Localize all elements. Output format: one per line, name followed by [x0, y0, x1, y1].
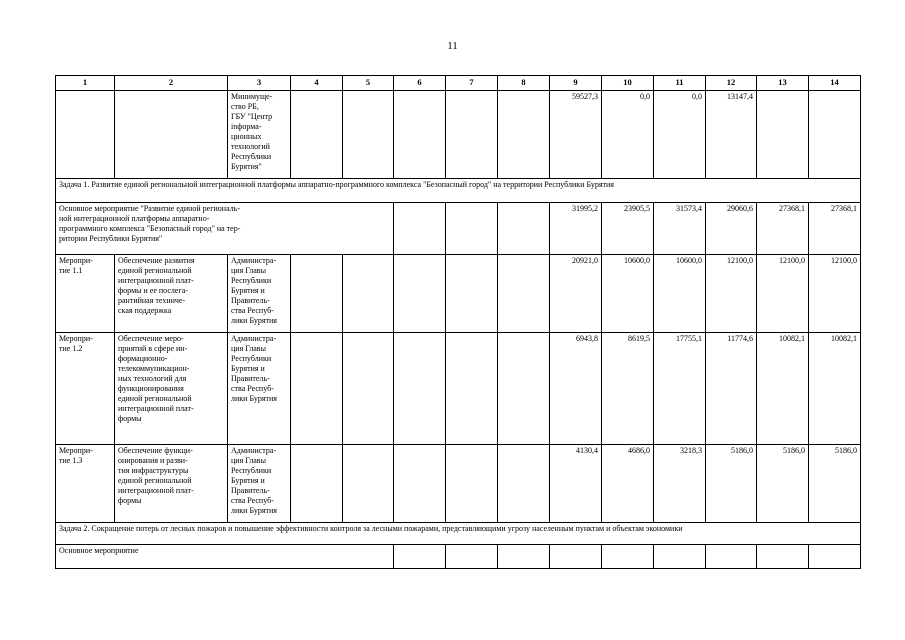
table-cell: [394, 333, 446, 445]
table-cell: [394, 545, 446, 569]
table-cell: [446, 255, 498, 333]
value-cell: 27368,1: [757, 203, 809, 255]
table-cell: [446, 91, 498, 179]
task-2-heading: Задача 2. Сокращение потерь от лесных пожаров и повышение эффективности контроля за лесными пожарами, представляющими угрозу населенным пунктам и объектам экономики: [56, 523, 861, 545]
event-number: Меропри- тие 1.2: [56, 333, 115, 445]
value-cell: 8619,5: [602, 333, 654, 445]
table-cell: [394, 203, 446, 255]
header-cell: 13: [757, 76, 809, 91]
table-cell: [343, 91, 394, 179]
event-description: Обеспечение меро- приятий в сфере ин- формационно- телекоммуникацион- ных технологий для функционирования единой региональной интеграционной плат- формы: [115, 333, 228, 445]
table-cell: [757, 545, 809, 569]
table-cell: [550, 545, 602, 569]
event-row: [56, 255, 861, 333]
task-1-heading: Задача 1. Развитие единой региональной интеграционной платформы аппаратно-программного комплекса "Безопасный город" на территории Республики Бурятия: [56, 179, 861, 203]
table-cell: [809, 545, 861, 569]
value-cell: [809, 91, 861, 179]
header-cell: 6: [394, 76, 446, 91]
table-cell: [446, 545, 498, 569]
value-cell: 31995,2: [550, 203, 602, 255]
task-row: [56, 179, 861, 203]
main-event-label: Основное мероприятие "Развитие единой региональ- ной интеграционной платформы аппаратно- программного комплекса "Безопасный город" на тер- ритории Республики Бурятия": [56, 203, 394, 255]
header-cell: 11: [654, 76, 706, 91]
table-cell: [446, 445, 498, 523]
executor-cell: Администра- ция Главы Республики Бурятия и Правитель- ства Респуб- лики Бурятия: [228, 445, 291, 523]
value-cell: 10600,0: [654, 255, 706, 333]
main-event-row: [56, 545, 861, 569]
table-cell: [498, 255, 550, 333]
event-description: Обеспечение функци- онирования и разви- тия инфраструктуры единой региональной интеграционной плат- формы: [115, 445, 228, 523]
table-cell: [498, 333, 550, 445]
table-cell: [394, 445, 446, 523]
table-cell: [56, 91, 115, 179]
table-cell: [706, 545, 757, 569]
header-row: [56, 76, 861, 91]
value-cell: 29060,6: [706, 203, 757, 255]
value-cell: 0,0: [654, 91, 706, 179]
value-cell: 3218,3: [654, 445, 706, 523]
table-cell: [291, 255, 343, 333]
value-cell: 13147,4: [706, 91, 757, 179]
table-cell: [343, 255, 394, 333]
event-description: Обеспечение развития единой региональной интеграционной плат- формы и ее послега- рантийная техниче- ская поддержка: [115, 255, 228, 333]
event-row: [56, 333, 861, 445]
value-cell: 0,0: [602, 91, 654, 179]
header-cell: 7: [446, 76, 498, 91]
value-cell: 10082,1: [757, 333, 809, 445]
header-cell: 1: [56, 76, 115, 91]
value-cell: 10600,0: [602, 255, 654, 333]
header-cell: 9: [550, 76, 602, 91]
event-row: [56, 445, 861, 523]
value-cell: 12100,0: [706, 255, 757, 333]
header-cell: 8: [498, 76, 550, 91]
table-cell: [498, 545, 550, 569]
value-cell: 31573,4: [654, 203, 706, 255]
value-cell: 10082,1: [809, 333, 861, 445]
value-cell: [757, 91, 809, 179]
value-cell: 12100,0: [757, 255, 809, 333]
table-cell: [498, 91, 550, 179]
table-cell: [498, 203, 550, 255]
table-cell: [654, 545, 706, 569]
task-row: [56, 523, 861, 545]
event-number: Меропри- тие 1.1: [56, 255, 115, 333]
value-cell: 59527,3: [550, 91, 602, 179]
header-cell: 5: [343, 76, 394, 91]
value-cell: 17755,1: [654, 333, 706, 445]
table-cell: [394, 91, 446, 179]
value-cell: 27368,1: [809, 203, 861, 255]
table-cell: [343, 333, 394, 445]
executor-cell: Минимуще- ство РБ, ГБУ "Центр inформа- ционных технологий Республики Бурятия": [228, 91, 291, 179]
table-cell: [115, 91, 228, 179]
value-cell: 4130,4: [550, 445, 602, 523]
header-cell: 4: [291, 76, 343, 91]
table-cell: [291, 445, 343, 523]
value-cell: 5186,0: [757, 445, 809, 523]
value-cell: 6943,8: [550, 333, 602, 445]
value-cell: 5186,0: [809, 445, 861, 523]
table-cell: [343, 445, 394, 523]
header-cell: 14: [809, 76, 861, 91]
table-row: [56, 91, 861, 179]
table-cell: [498, 445, 550, 523]
page-number: 11: [447, 40, 458, 52]
event-number: Меропри- тие 1.3: [56, 445, 115, 523]
value-cell: 23905,5: [602, 203, 654, 255]
value-cell: 11774,6: [706, 333, 757, 445]
header-cell: 10: [602, 76, 654, 91]
table-cell: [446, 203, 498, 255]
table-cell: [602, 545, 654, 569]
header-cell: 3: [228, 76, 291, 91]
value-cell: 12100,0: [809, 255, 861, 333]
value-cell: 20921,0: [550, 255, 602, 333]
header-cell: 12: [706, 76, 757, 91]
program-table: [55, 75, 861, 569]
table-cell: [291, 91, 343, 179]
table-cell: [291, 333, 343, 445]
table-cell: [446, 333, 498, 445]
executor-cell: Администра- ция Главы Республики Бурятия и Правитель- ства Респуб- лики Бурятия: [228, 255, 291, 333]
main-event-label: Основное мероприятие: [56, 545, 394, 569]
table-cell: [394, 255, 446, 333]
executor-cell: Администра- ция Главы Республики Бурятия и Правитель- ства Респуб- лики Бурятия: [228, 333, 291, 445]
value-cell: 4686,0: [602, 445, 654, 523]
value-cell: 5186,0: [706, 445, 757, 523]
main-event-row: [56, 203, 861, 255]
header-cell: 2: [115, 76, 228, 91]
